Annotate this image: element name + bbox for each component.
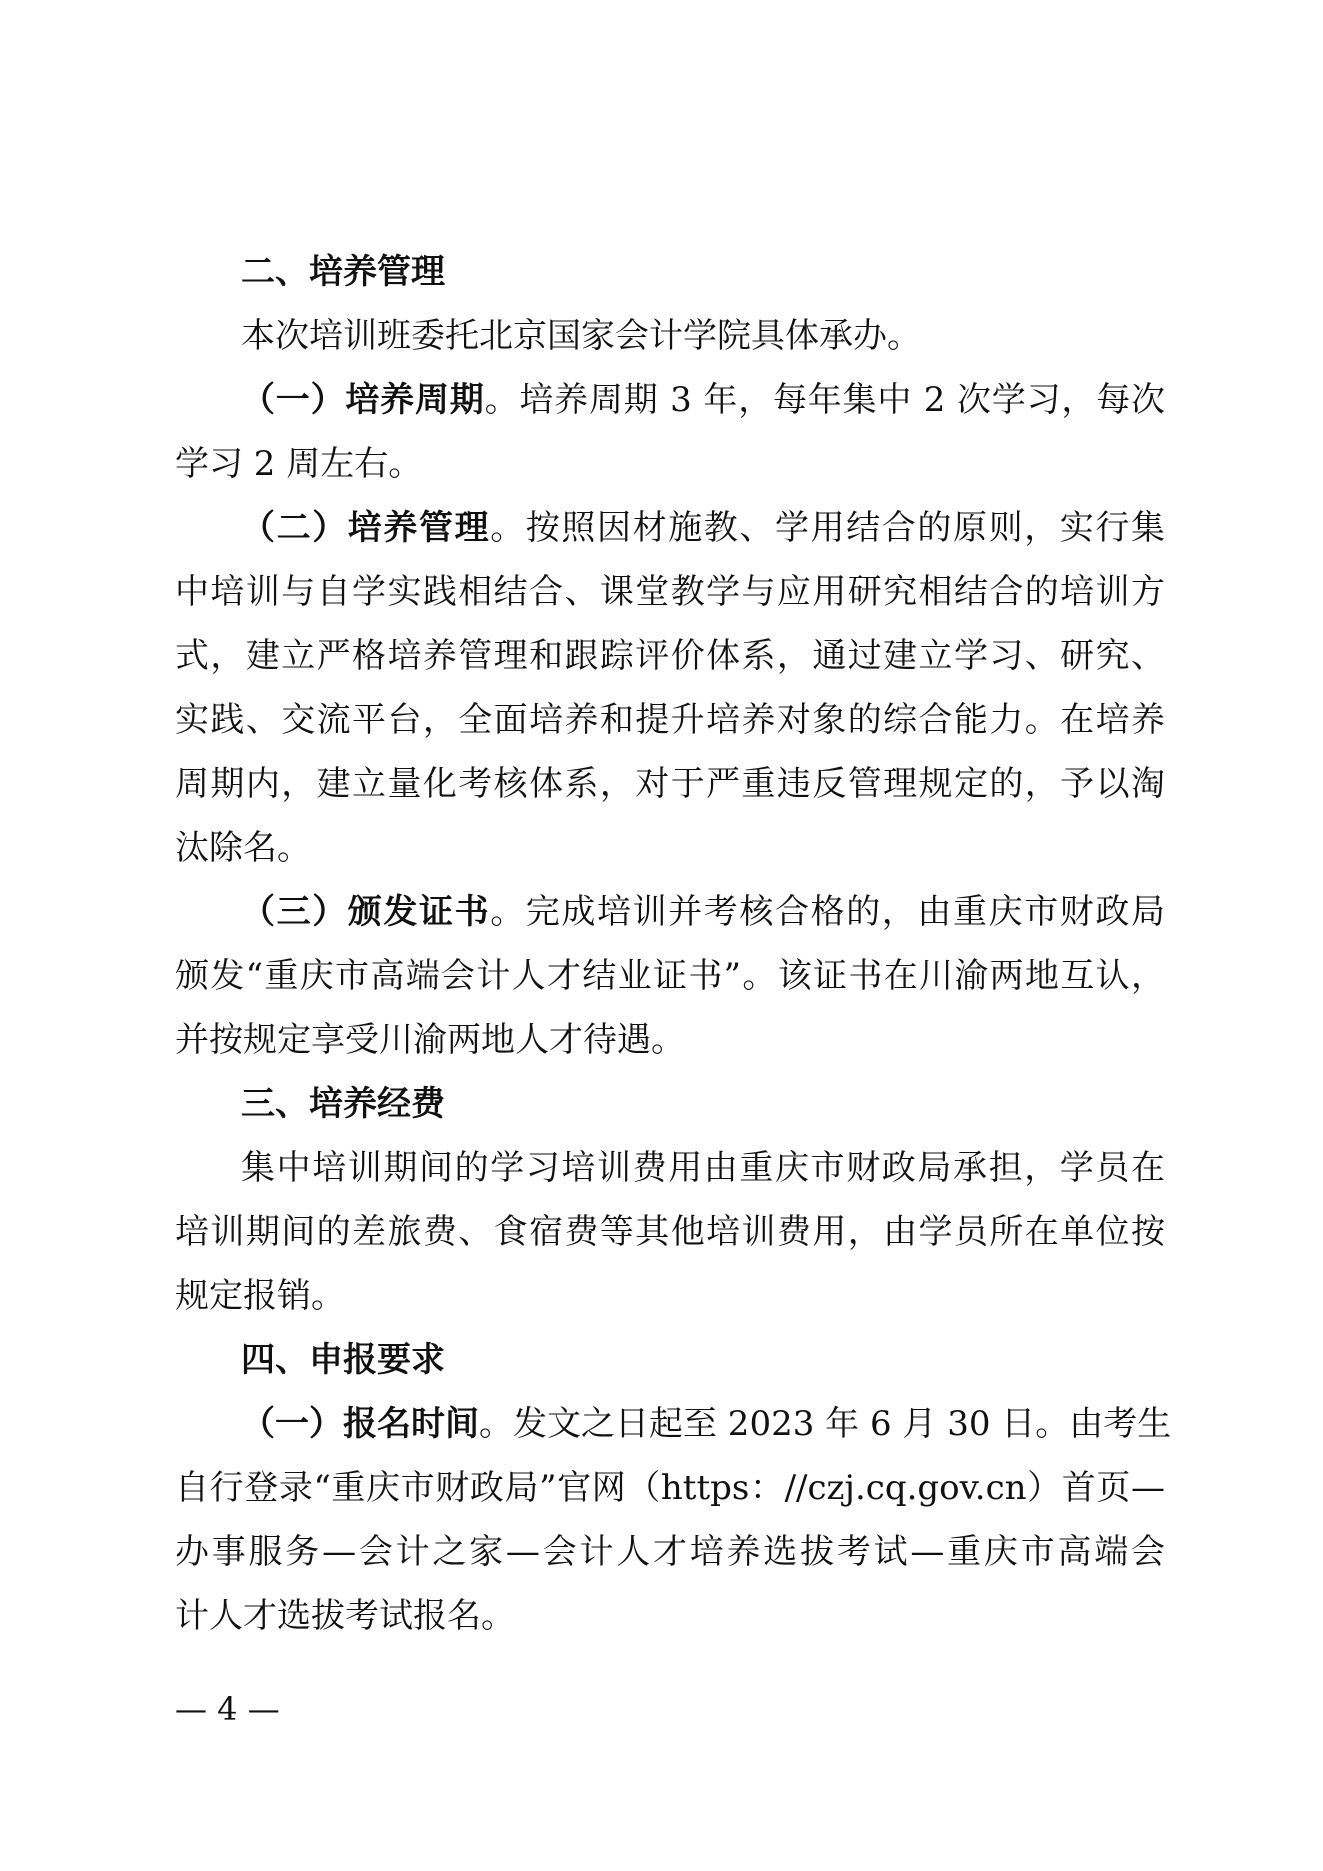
page-number: — 4 — xyxy=(175,1690,280,1728)
paragraph-line: 并按规定享受川渝两地人才待遇。 xyxy=(175,1020,685,1060)
section-heading-training-funding: 三、培养经费 xyxy=(241,1084,445,1124)
paragraph-line xyxy=(175,496,1165,560)
item-text: 。培养周期 3 年，每年集中 2 次学习，每次 xyxy=(484,380,1165,420)
paragraph-line: 自行登录“重庆市财政局”官网（https：//czj.cq.gov.cn）首页— xyxy=(175,1468,1165,1508)
paragraph-line: 本次培训班委托北京国家会计学院具体承办。 xyxy=(241,316,921,356)
paragraph-line: 培训期间的差旅费、食宿费等其他培训费用，由学员所在单位按 xyxy=(175,1212,1165,1252)
item-label: （一）报名时间 xyxy=(241,1404,479,1444)
section-heading-application-requirements: 四、申报要求 xyxy=(241,1340,445,1380)
item-text: 。发文之日起至 2023 年 6 月 30 日。由考生 xyxy=(479,1404,1172,1444)
paragraph-line: 颁发“重庆市高端会计人才结业证书”。该证书在川渝两地互认， xyxy=(175,956,1165,996)
section-heading-training-management: 二、培养管理 xyxy=(241,252,445,292)
item-label: （一）培养周期 xyxy=(241,380,485,420)
page-content xyxy=(175,240,1172,1648)
paragraph-line: 汰除名。 xyxy=(175,828,311,868)
paragraph-line: 实践、交流平台，全面培养和提升培养对象的综合能力。在培养 xyxy=(175,700,1165,740)
paragraph-line xyxy=(175,1392,1172,1456)
paragraph-line xyxy=(175,368,1165,432)
item-text: 。完成培训并考核合格的，由重庆市财政局 xyxy=(490,892,1166,932)
paragraph-line: 中培训与自学实践相结合、课堂教学与应用研究相结合的培训方 xyxy=(175,572,1165,612)
paragraph-line: 规定报销。 xyxy=(175,1276,345,1316)
paragraph-line: 周期内，建立量化考核体系，对于严重违反管理规定的，予以淘 xyxy=(175,764,1165,804)
item-text: 。按照因材施教、学用结合的原则，实行集 xyxy=(490,508,1166,548)
item-label: （二）培养管理 xyxy=(241,508,491,548)
paragraph-line: 办事服务—会计之家—会计人才培养选拔考试—重庆市高端会 xyxy=(175,1532,1165,1572)
paragraph-line xyxy=(175,880,1165,944)
paragraph-line: 式，建立严格培养管理和跟踪评价体系，通过建立学习、研究、 xyxy=(175,636,1165,676)
paragraph-line: 学习 2 周左右。 xyxy=(175,444,423,484)
paragraph-line: 计人才选拔考试报名。 xyxy=(175,1596,515,1636)
paragraph-line: 集中培训期间的学习培训费用由重庆市财政局承担，学员在 xyxy=(241,1148,1165,1188)
item-label: （三）颁发证书 xyxy=(241,892,491,932)
